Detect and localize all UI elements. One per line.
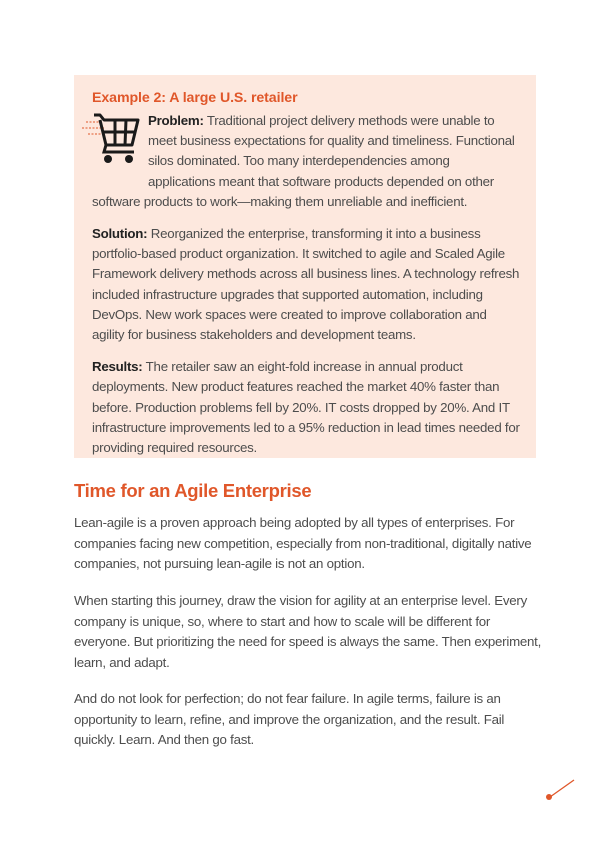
- solution-text: Reorganized the enterprise, transforming it into a business portfolio-based product organization. It switched to agile and Scaled Agile Framework delivery methods across all business lines. A technology refresh included infrastructure upgrades that supported automation, including DevOps. New work spaces were created to improve collaboration and agility for business stakeholders and development teams.: [92, 226, 520, 343]
- section-paragraph-2-container: [74, 591, 544, 673]
- section-paragraph: When starting this journey, draw the vision for agility at an enterprise level. Every company is unique, so, where to start and how to scale will be different for everyone. But prioritizing the need for speed is always the same. Then experiment, learn, and adapt.: [74, 593, 542, 670]
- problem-text: Traditional project delivery methods were unable to meet business expectations for quality and timeliness. Functional silos dominated. Too many interdependencies among applications meant that software products depended on other software products to work—making them unreliable and inefficient.: [92, 113, 515, 209]
- problem-paragraph: [92, 111, 520, 212]
- solution-label: Solution:: [92, 226, 148, 242]
- section-paragraph: And do not look for perfection; do not fear failure. In agile terms, failure is an opportunity to learn, refine, and improve the organization, and the result. Fail quickly. Learn. And then go fast.: [74, 691, 505, 747]
- solution-paragraph: [92, 224, 520, 345]
- results-label: Results:: [92, 359, 143, 375]
- example-callout-box: [74, 75, 536, 458]
- callout-title: Example 2: A large U.S. retailer: [92, 90, 298, 106]
- problem-label: Problem:: [148, 113, 204, 128]
- pin-line-icon: [540, 776, 580, 802]
- section-paragraph: Lean-agile is a proven approach being adopted by all types of enterprises. For companies facing new competition, especially from non-traditional, digitally native companies, not pursuing lean-agile is not an option.: [74, 515, 532, 571]
- section-title: Time for an Agile Enterprise: [74, 480, 312, 501]
- shopping-cart-icon: [82, 112, 144, 172]
- section-paragraph-3-container: [74, 689, 544, 751]
- section-paragraph-1-container: [74, 513, 544, 575]
- results-paragraph: [92, 357, 520, 458]
- results-text: The retailer saw an eight-fold increase in annual product deployments. New product features reached the market 40% faster than before. Production problems fell by 20%. IT costs dropped by 20%. And IT infrastructure improvements led to a 95% reduction in lead times needed for providing required resources.: [92, 359, 520, 456]
